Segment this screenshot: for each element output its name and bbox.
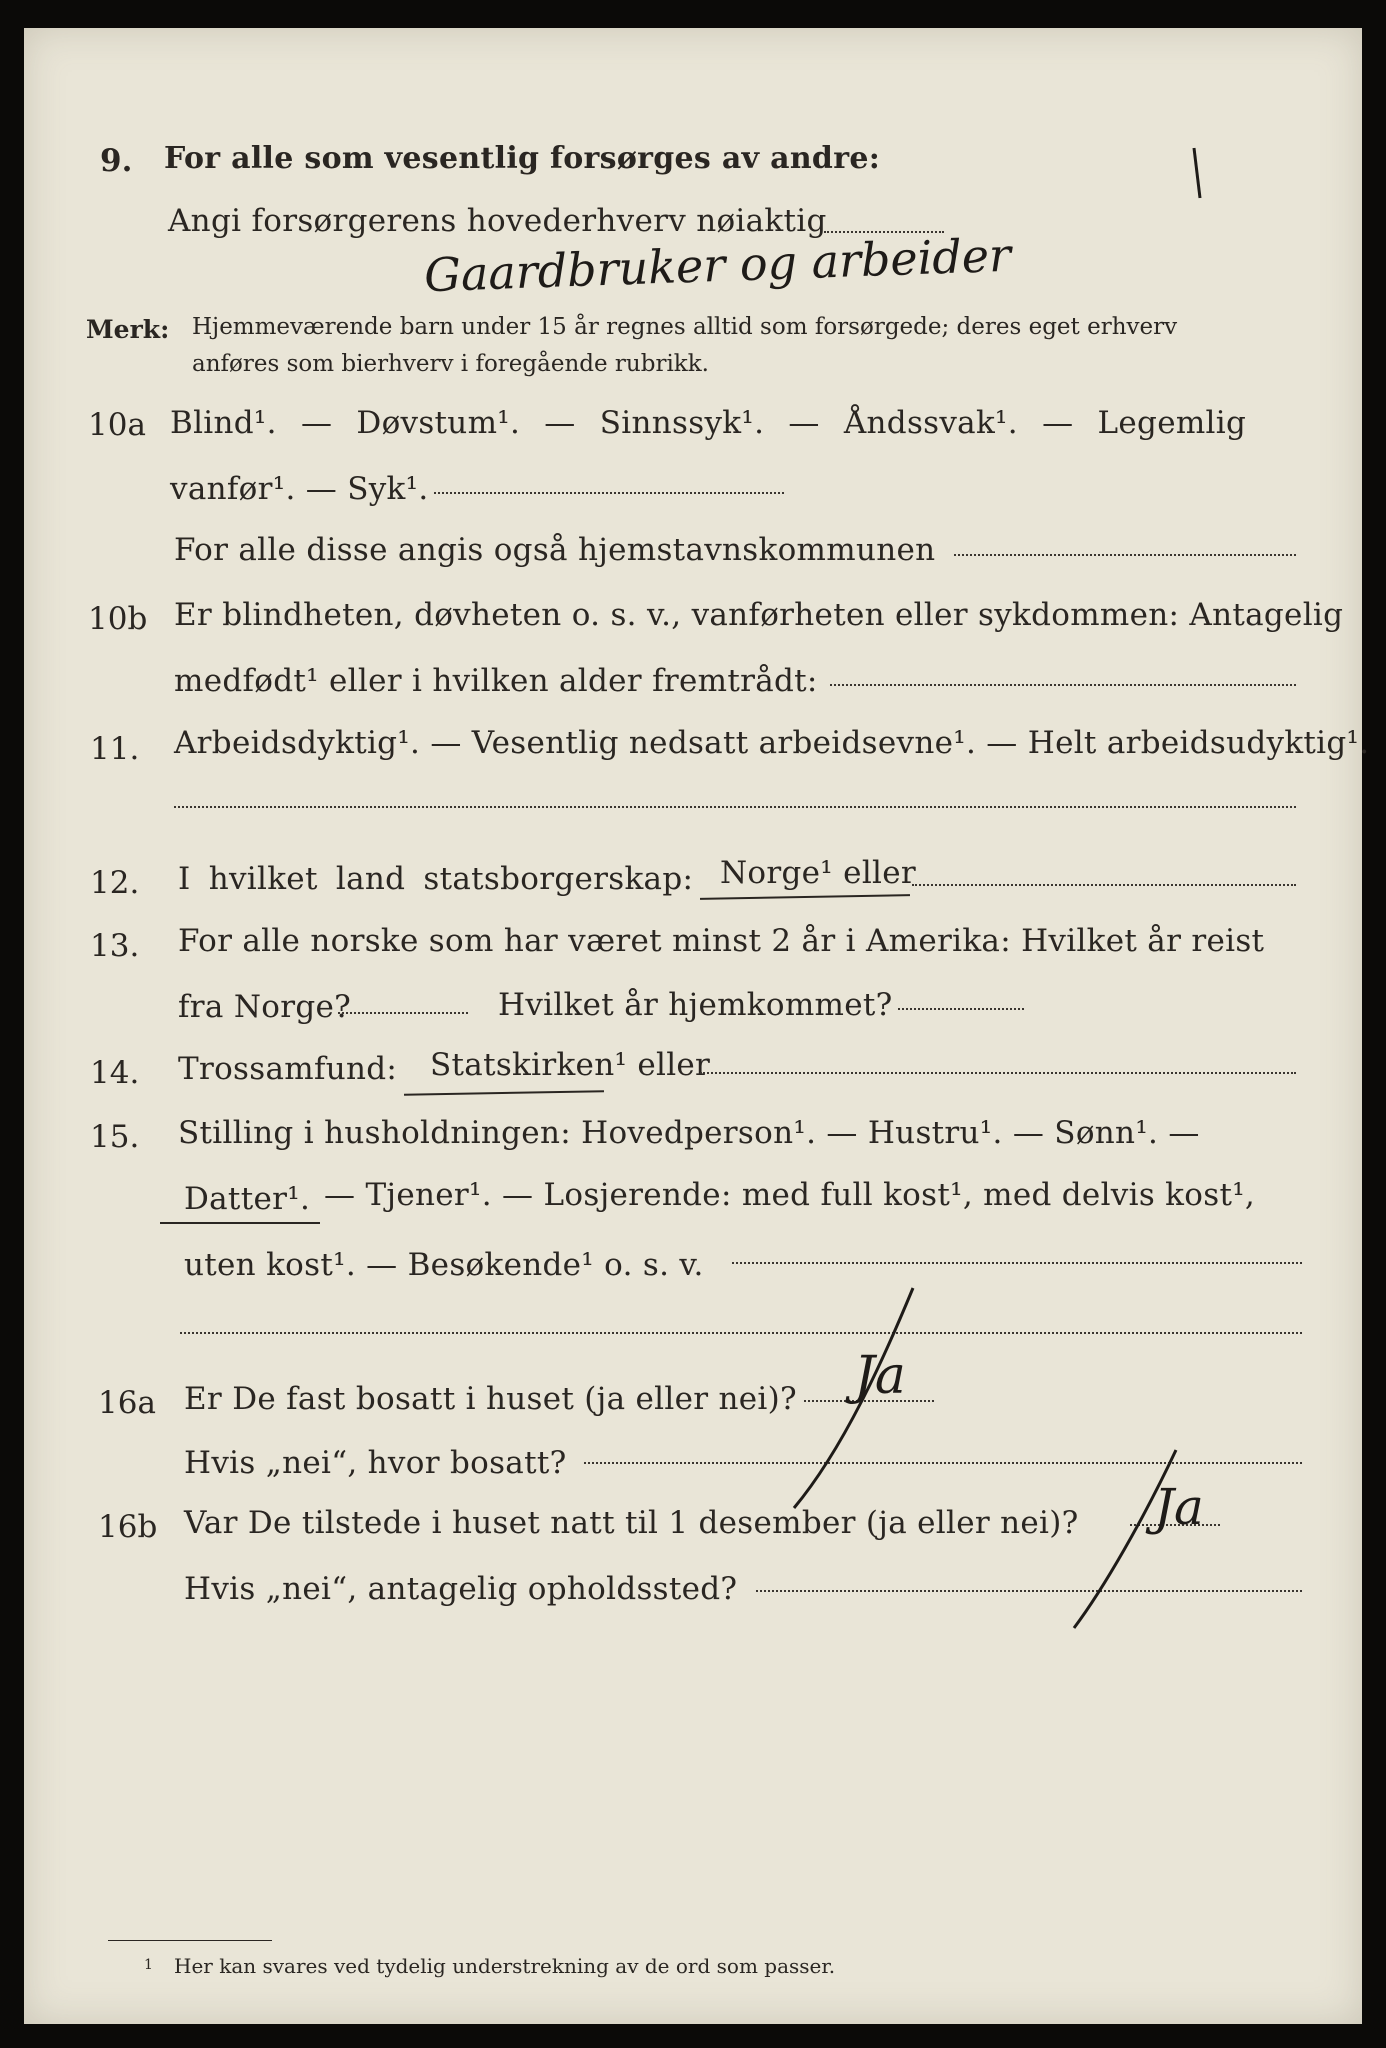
q11-number: 11. <box>90 731 140 767</box>
pen-strokes <box>24 28 1362 2024</box>
q16a-handwritten-answer: Ja <box>854 1346 906 1406</box>
q9-prompt: Angi forsørgerens hovederhverv nøiaktig <box>168 203 827 239</box>
q13-number: 13. <box>90 928 140 964</box>
q10a-number: 10a <box>88 407 146 443</box>
q15-line-2a: Datter¹. <box>184 1181 311 1217</box>
q10a-line-2: vanfør¹. — Syk¹. <box>170 471 429 507</box>
footnote-mark: 1 <box>144 1957 153 1973</box>
q12-prefix: I hvilket land statsborgerskap: <box>178 861 694 897</box>
q16a-number: 16a <box>98 1385 156 1421</box>
pen-stroke-1 <box>794 1288 913 1508</box>
q15-number: 15. <box>90 1119 140 1155</box>
q14-prefix: Trossamfund: <box>178 1051 398 1087</box>
q16b-handwritten-answer: Ja <box>1154 1478 1204 1536</box>
q14-number: 14. <box>90 1055 140 1091</box>
merk-label: Merk: <box>86 315 170 344</box>
q13-line-1: For alle norske som har været minst 2 år i Amerika: Hvilket år reist <box>178 923 1265 959</box>
q16b-number: 16b <box>98 1509 158 1545</box>
census-form-page <box>24 28 1370 2024</box>
q10b-line-1: Er blindheten, døvheten o. s. v., vanførheten eller sykdommen: Antagelig <box>174 597 1344 633</box>
footnote-rule <box>108 1940 272 1941</box>
q15-line-3: uten kost¹. — Besøkende¹ o. s. v. <box>184 1247 704 1283</box>
q15-line-2b: — Tjener¹. — Losjerende: med full kost¹, med delvis kost¹, <box>324 1177 1256 1213</box>
q10a-line-1: Blind¹. — Døvstum¹. — Sinnssyk¹. — Åndssvak¹. — Legemlig <box>170 405 1247 441</box>
q16b-line-1: Var De tilstede i huset natt til 1 desember (ja eller nei)? <box>184 1505 1079 1541</box>
merk-line-1: Hjemmeværende barn under 15 år regnes alltid som forsørgede; deres eget erhverv <box>192 314 1178 340</box>
q10b-line-2: medfødt¹ eller i hvilken alder fremtrådt: <box>174 663 818 699</box>
q9-handwritten-answer: Gaardbruker og arbeider <box>423 227 1012 303</box>
q14-answer: Statskirken¹ eller <box>430 1047 711 1083</box>
q12-answer: Norge¹ eller <box>720 855 917 891</box>
footnote-text: Her kan svares ved tydelig understrekning av de ord som passer. <box>174 1954 836 1978</box>
q16a-line-1: Er De fast bosatt i huset (ja eller nei)? <box>184 1381 797 1417</box>
q10a-line-3: For alle disse angis også hjemstavnskommunen <box>174 532 936 568</box>
q13-line-2b: Hvilket år hjemkommet? <box>498 987 893 1023</box>
merk-line-2: anføres som bierhverv i foregående rubrikk. <box>192 351 709 377</box>
pen-stroke-2 <box>1074 1450 1176 1628</box>
q12-number: 12. <box>90 865 140 901</box>
q15-line-1: Stilling i husholdningen: Hovedperson¹. — Hustru¹. — Sønn¹. — <box>178 1115 1200 1151</box>
q10b-number: 10b <box>88 601 148 637</box>
q9-number: 9. <box>100 143 133 179</box>
pen-tick <box>1194 148 1200 198</box>
q9-title: For alle som vesentlig forsørges av andre: <box>164 141 881 176</box>
q16a-line-2: Hvis „nei“, hvor bosatt? <box>184 1445 567 1481</box>
q13-line-2a: fra Norge? <box>178 989 352 1025</box>
q16b-line-2: Hvis „nei“, antagelig opholdssted? <box>184 1571 738 1607</box>
q11-line-1: Arbeidsdyktig¹. — Vesentlig nedsatt arbeidsevne¹. — Helt arbeidsudyktig¹. <box>174 725 1370 761</box>
